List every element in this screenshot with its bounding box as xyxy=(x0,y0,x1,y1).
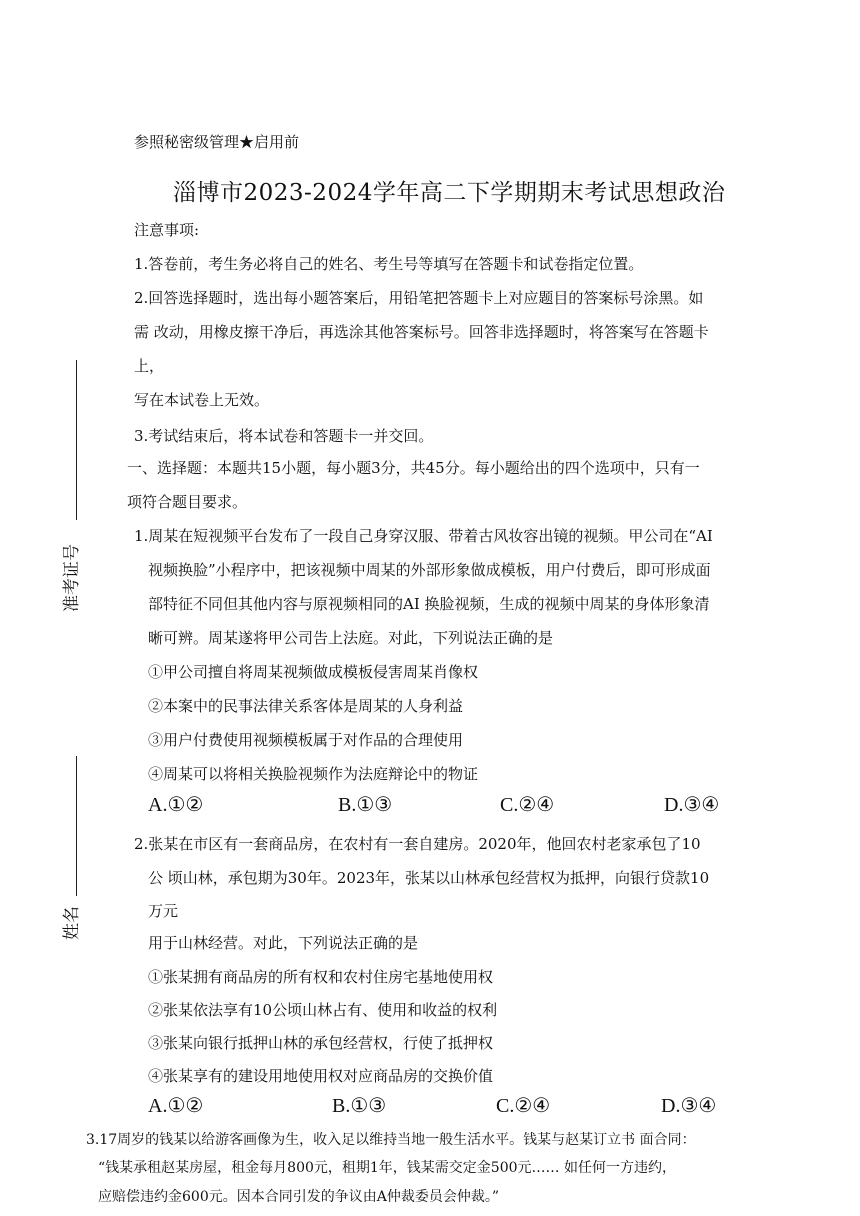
q1-stem-line-2: 视频换脸”小程序中，把该视频中周某的外部形象做成模板，用户付费后，即可形成面 xyxy=(148,561,711,579)
notes-item-2-line-1: 2.回答选择题时，选出每小题答案后，用铅笔把答题卡上对应题目的答案标号涂黑。如 xyxy=(134,289,704,307)
name-underline xyxy=(76,756,77,896)
q2-option-d[interactable]: D.③④ xyxy=(661,1095,717,1117)
q1-statement-2: ②本案中的民事法律关系客体是周某的人身利益 xyxy=(148,697,464,715)
q2-statement-4: ④张某享有的建设用地使用权对应商品房的交换价值 xyxy=(148,1067,494,1085)
page-title: 淄博市2023-2024学年高二下学期期末考试思想政治 xyxy=(173,180,726,206)
q2-stem-line-2: 公 顷山林，承包期为30年。2023年，张某以山林承包经营权为抵押，向银行贷款10 xyxy=(148,869,710,887)
notes-item-2-line-3: 上， xyxy=(134,357,165,375)
q2-stem-line-1: 2.张某在市区有一套商品房，在农村有一套自建房。2020年，他回农村老家承包了10 xyxy=(134,835,701,853)
q1-statement-1: ①甲公司擅自将周某视频做成模板侵害周某肖像权 xyxy=(148,663,479,681)
exam-id-label: 准考证号 xyxy=(62,544,82,612)
q1-option-b[interactable]: B.①③ xyxy=(338,794,393,816)
notes-item-2-line-4: 写在本试卷上无效。 xyxy=(134,391,270,409)
q2-stem-line-3: 万元 xyxy=(148,902,179,920)
q1-stem-line-4: 晰可辨。周某遂将甲公司告上法庭。对此，下列说法正确的是 xyxy=(148,629,554,647)
exam-id-underline xyxy=(76,360,77,520)
notes-heading: 注意事项: xyxy=(134,221,200,239)
q3-stem-line-3: 应赔偿违约金600元。因本合同引发的争议由A仲裁委员会仲裁。” xyxy=(98,1189,499,1205)
notes-item-2-line-2: 需 改动，用橡皮擦干净后，再选涂其他答案标号。回答非选择题时，将答案写在答题卡 xyxy=(134,323,709,341)
q1-stem-line-3: 部特征不同但其他内容与原视频相同的AI 换脸视频，生成的视频中周某的身体形象清 xyxy=(148,595,710,613)
q1-stem-line-1: 1.周某在短视频平台发布了一段自己身穿汉服、带着古风妆容出镜的视频。甲公司在“AI xyxy=(134,527,713,545)
name-label: 姓名 xyxy=(62,906,82,940)
notes-item-3: 3.考试结束后，将本试卷和答题卡一并交回。 xyxy=(134,427,434,445)
q2-statement-1: ①张某拥有商品房的所有权和农村住房宅基地使用权 xyxy=(148,968,494,986)
q2-option-b[interactable]: B.①③ xyxy=(332,1095,387,1117)
q1-option-d[interactable]: D.③④ xyxy=(664,794,720,816)
section-heading-line-2: 项符合题目要求。 xyxy=(127,493,248,511)
q3-stem-line-1: 3.17周岁的钱某以给游客画像为生，收入足以维持当地一般生活水平。钱某与赵某订立书 面合同： xyxy=(86,1132,696,1148)
q1-statement-3: ③用户付费使用视频模板属于对作品的合理使用 xyxy=(148,731,464,749)
notes-item-1: 1.答卷前，考生务必将自己的姓名、考生号等填写在答题卡和试卷指定位置。 xyxy=(134,255,644,273)
q2-option-a[interactable]: A.①② xyxy=(148,1095,204,1117)
q2-statement-2: ②张某依法享有10公顷山林占有、使用和收益的权利 xyxy=(148,1001,498,1019)
q2-stem-line-4: 用于山林经营。对此，下列说法正确的是 xyxy=(148,934,419,952)
q1-option-c[interactable]: C.②④ xyxy=(500,794,555,816)
q1-statement-4: ④周某可以将相关换脸视频作为法庭辩论中的物证 xyxy=(148,765,479,783)
q3-stem-line-2: “钱某承租赵某房屋，租金每月800元，租期1年，钱某需交定金500元…… 如任何一方违约， xyxy=(98,1160,676,1176)
q1-option-a[interactable]: A.①② xyxy=(148,794,204,816)
section-heading: 一、选择题：本题共15小题，每小题3分，共45分。每小题给出的四个选项中，只有一 xyxy=(127,459,700,477)
q2-statement-3: ③张某向银行抵押山林的承包经营权，行使了抵押权 xyxy=(148,1034,494,1052)
q2-option-c[interactable]: C.②④ xyxy=(496,1095,551,1117)
secrecy-label: 参照秘密级管理★启用前 xyxy=(134,133,300,151)
